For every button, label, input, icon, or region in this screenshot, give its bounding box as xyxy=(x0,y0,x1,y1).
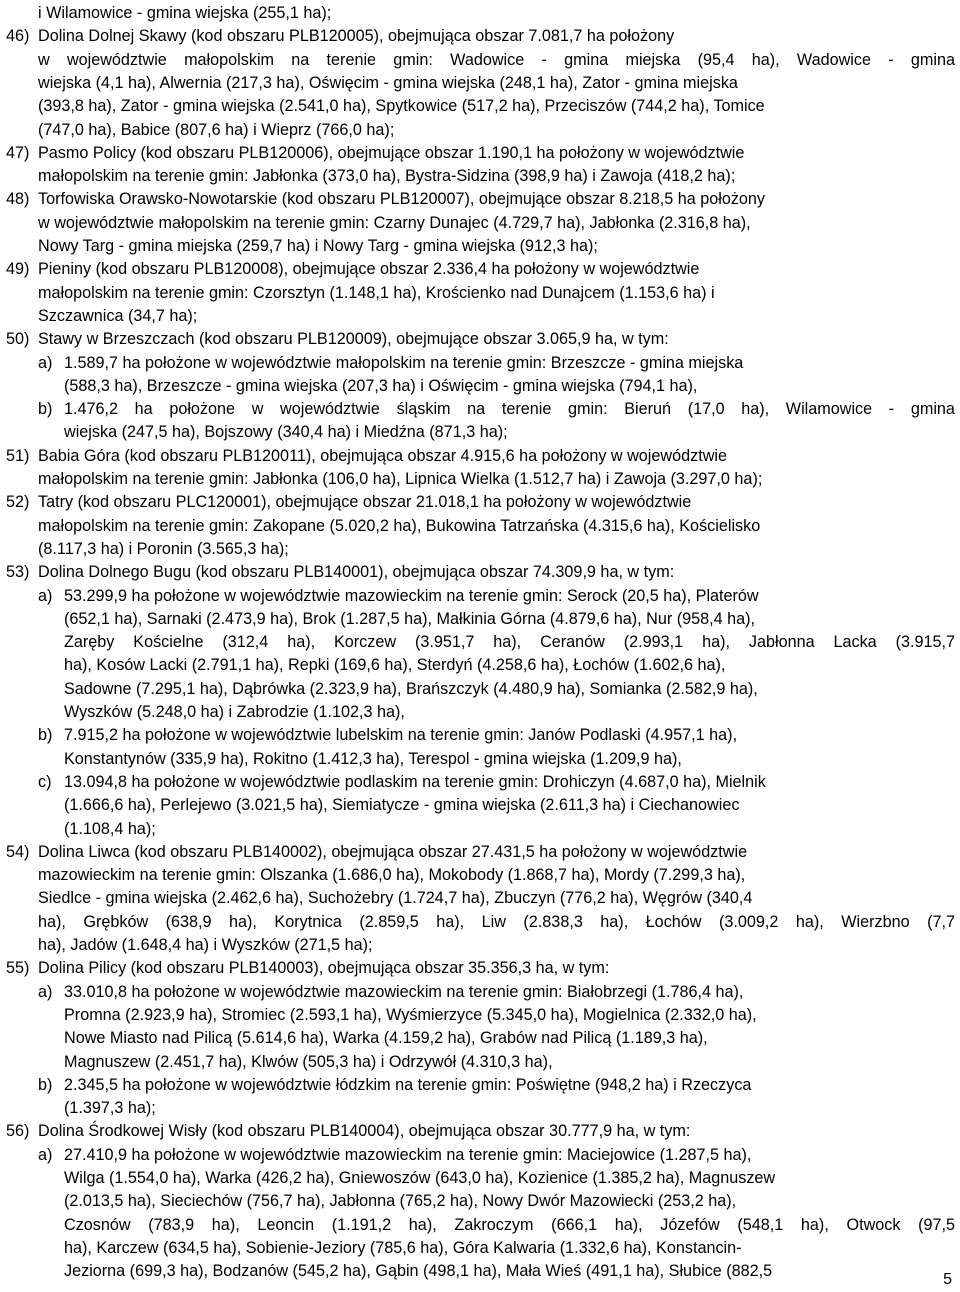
line-text: 1.476,2 ha położone w województwie śląskim na terenie gmin: Bieruń (17,0 ha), Wilamowice - gmina xyxy=(64,400,955,419)
line-text: Siedlce - gmina wiejska (2.462,6 ha), Suchożebry (1.724,7 ha), Zbuczyn (776,2 ha), Węgrów (340,4 xyxy=(38,889,753,908)
text-line xyxy=(0,957,960,981)
line-text: małopolskim na terenie gmin: Czorsztyn (1.148,1 ha), Krościenko nad Dunajcem (1.153,6 ha) i xyxy=(38,283,715,302)
line-text: w województwie małopolskim na terenie gmin: Wadowice - gmina miejska (95,4 ha), Wadowice - gmina xyxy=(38,50,955,69)
line-text: ha), Jadów (1.648,4 ha) i Wyszków (271,5 ha); xyxy=(38,936,373,954)
text-line xyxy=(0,1120,960,1144)
line-text: Stawy w Brzeszczach (kod obszaru PLB120009), obejmujące obszar 3.065,9 ha, w tym: xyxy=(38,330,669,349)
text-line xyxy=(0,212,960,236)
line-text: Wyszków (5.248,0 ha) i Zabrodzie (1.102,3 ha), xyxy=(64,703,405,721)
line-text: i Wilamowice - gmina wiejska (255,1 ha); xyxy=(38,4,332,22)
page-number: 5 xyxy=(943,1271,952,1288)
text-line xyxy=(0,748,960,772)
text-line xyxy=(0,119,960,143)
text-line xyxy=(0,1097,960,1121)
text-line xyxy=(0,49,960,73)
line-text: Pieniny (kod obszaru PLB120008), obejmujące obszar 2.336,4 ha położony w województwie xyxy=(38,260,700,279)
text-line xyxy=(0,887,960,911)
text-line xyxy=(0,818,960,842)
text-line xyxy=(0,678,960,702)
line-text: Szczawnica (34,7 ha); xyxy=(38,306,198,325)
item-label: 52) xyxy=(6,493,30,512)
text-line xyxy=(0,25,960,49)
line-text: 7.915,2 ha położone w województwie lubelskim na terenie gmin: Janów Podlaski (4.957,1 ha), xyxy=(64,726,738,745)
line-text: Pasmo Policy (kod obszaru PLB120006), obejmujące obszar 1.190,1 ha położony w województwie xyxy=(38,143,745,162)
line-text: 33.010,8 ha położone w województwie mazowieckim na terenie gmin: Białobrzegi (1.786,4 ha), xyxy=(64,982,744,1001)
line-text: małopolskim na terenie gmin: Jabłonka (106,0 ha), Lipnica Wielka (1.512,7 ha) i Zawoja (3.297,0 ha); xyxy=(38,470,763,488)
line-text: Tatry (kod obszaru PLC120001), obejmujące obszar 21.018,1 ha położony w województwie xyxy=(38,493,692,512)
text-line xyxy=(0,352,960,376)
line-text: 27.410,9 ha położone w województwie mazowieckim na terenie gmin: Maciejowice (1.287,5 ha), xyxy=(64,1145,752,1164)
text-line xyxy=(0,771,960,795)
line-text: Czosnów (783,9 ha), Leoncin (1.191,2 ha), Zakroczym (666,1 ha), Józefów (548,1 ha), Otwock (97,5 xyxy=(64,1215,956,1234)
text-line xyxy=(0,2,960,26)
line-text: w województwie małopolskim na terenie gmin: Czarny Dunajec (4.729,7 ha), Jabłonka (2.316,8 ha), xyxy=(38,213,751,232)
text-line xyxy=(0,538,960,562)
text-line xyxy=(0,1260,960,1284)
text-line xyxy=(0,1004,960,1028)
text-line xyxy=(0,491,960,515)
line-text: (652,1 ha), Sarnaki (2.473,9 ha), Brok (1.287,5 ha), Małkinia Górna (4.879,6 ha), Nur (958,4 ha), xyxy=(64,609,756,628)
line-text: Nowy Targ - gmina miejska (259,7 ha) i Nowy Targ - gmina wiejska (912,3 ha); xyxy=(38,237,598,255)
item-label: b) xyxy=(38,400,53,419)
line-text: Sadowne (7.295,1 ha), Dąbrówka (2.323,9 ha), Brańszczyk (4.480,9 ha), Somianka (2.582,9 ha), xyxy=(64,679,758,698)
line-text: (2.013,5 ha), Sieciechów (756,7 ha), Jabłonna (765,2 ha), Nowy Dwór Mazowiecki (253,2 ha), xyxy=(64,1192,737,1211)
item-label: 49) xyxy=(6,260,30,279)
line-text: Konstantynów (335,9 ha), Rokitno (1.412,3 ha), Terespol - gmina wiejska (1.209,9 ha), xyxy=(64,749,682,768)
text-line xyxy=(0,981,960,1005)
item-label: 56) xyxy=(6,1122,30,1141)
text-line xyxy=(0,934,960,958)
item-label: 48) xyxy=(6,190,30,209)
text-line xyxy=(0,1167,960,1191)
line-text: Nowe Miasto nad Pilicą (5.614,6 ha), Warka (4.159,2 ha), Grabów nad Pilicą (1.189,3 ha), xyxy=(64,1029,708,1048)
item-label: 53) xyxy=(6,563,30,582)
text-line xyxy=(0,165,960,189)
text-line xyxy=(0,654,960,678)
line-text: Torfowiska Orawsko-Nowotarskie (kod obszaru PLB120007), obejmujące obszar 8.218,5 ha położony xyxy=(38,190,766,209)
text-line xyxy=(0,1214,960,1238)
line-text: Dolina Środkowej Wisły (kod obszaru PLB140004), obejmująca obszar 30.777,9 ha, w tym: xyxy=(38,1122,691,1141)
line-text: małopolskim na terenie gmin: Jabłonka (373,0 ha), Bystra-Sidzina (398,9 ha) i Zawoja (418,2 ha); xyxy=(38,167,736,186)
text-line xyxy=(0,188,960,212)
line-text: (1.397,3 ha); xyxy=(64,1099,156,1118)
line-text: ha), Kosów Lacki (2.791,1 ha), Repki (169,6 ha), Sterdyń (4.258,6 ha), Łochów (1.602,6 ha), xyxy=(64,656,726,675)
text-line xyxy=(0,701,960,725)
text-line xyxy=(0,468,960,492)
text-line xyxy=(0,631,960,655)
line-text: (1.666,6 ha), Perlejewo (3.021,5 ha), Siemiatycze - gmina wiejska (2.611,3 ha) i Ciechanowiec xyxy=(64,796,740,815)
line-text: Magnuszew (2.451,7 ha), Klwów (505,3 ha) i Odrzywół (4.310,3 ha), xyxy=(64,1052,553,1071)
text-line xyxy=(0,421,960,445)
line-text: 1.589,7 ha położone w województwie małopolskim na terenie gmin: Brzeszcze - gmina miejska xyxy=(64,353,744,372)
text-line xyxy=(0,841,960,865)
line-text: wiejska (4,1 ha), Alwernia (217,3 ha), Oświęcim - gmina wiejska (248,1 ha), Zator - gmina miejska xyxy=(38,73,738,92)
line-text: Jeziorna (699,3 ha), Bodzanów (545,2 ha), Gąbin (498,1 ha), Mała Wieś (491,1 ha), Słubice (882,5 xyxy=(64,1262,773,1281)
text-line xyxy=(0,258,960,282)
line-text: 13.094,8 ha położone w województwie podlaskim na terenie gmin: Drohiczyn (4.687,0 ha), Mielnik xyxy=(64,772,766,791)
item-label: 55) xyxy=(6,959,30,978)
item-label: 50) xyxy=(6,330,30,349)
text-line xyxy=(0,95,960,119)
item-label: a) xyxy=(38,1145,53,1164)
item-label: 46) xyxy=(6,27,30,46)
text-line xyxy=(0,515,960,539)
line-text: ha), Grębków (638,9 ha), Korytnica (2.859,5 ha), Liw (2.838,3 ha), Łochów (3.009,2 ha), Wierzbno (7,7 xyxy=(38,912,955,931)
text-line xyxy=(0,445,960,469)
line-text: mazowieckim na terenie gmin: Olszanka (1.686,0 ha), Mokobody (1.868,7 ha), Mordy (7.299,3 ha), xyxy=(38,866,746,885)
text-line xyxy=(0,235,960,259)
line-text: (1.108,4 ha); xyxy=(64,819,156,838)
text-line xyxy=(0,1027,960,1051)
text-line xyxy=(0,585,960,609)
text-line xyxy=(0,1074,960,1098)
item-label: c) xyxy=(38,772,52,791)
line-text: Promna (2.923,9 ha), Stromiec (2.593,1 ha), Wyśmierzyce (5.345,0 ha), Mogielnica (2.332,0 ha), xyxy=(64,1005,757,1024)
line-text: małopolskim na terenie gmin: Zakopane (5.020,2 ha), Bukowina Tatrzańska (4.315,6 ha), Kościelisko xyxy=(38,516,761,535)
text-line xyxy=(0,911,960,935)
text-line xyxy=(0,1237,960,1261)
line-text: (8.117,3 ha) i Poronin (3.565,3 ha); xyxy=(38,539,289,558)
text-line xyxy=(0,864,960,888)
line-text: (588,3 ha), Brzeszcze - gmina wiejska (207,3 ha) i Oświęcim - gmina wiejska (794,1 ha), xyxy=(64,376,698,395)
line-text: wiejska (247,5 ha), Bojszowy (340,4 ha) i Miedźna (871,3 ha); xyxy=(64,423,508,442)
item-label: a) xyxy=(38,353,53,372)
text-line xyxy=(0,561,960,585)
line-text: Dolina Dolnej Skawy (kod obszaru PLB120005), obejmująca obszar 7.081,7 ha położony xyxy=(38,27,675,46)
text-line xyxy=(0,328,960,352)
line-text: Zaręby Kościelne (312,4 ha), Korczew (3.951,7 ha), Ceranów (2.993,1 ha), Jabłonna Lacka (3.915,7 xyxy=(64,633,955,652)
item-label: b) xyxy=(38,1075,53,1094)
item-label: b) xyxy=(38,726,53,745)
line-text: Wilga (1.554,0 ha), Warka (426,2 ha), Gniewoszów (643,0 ha), Kozienice (1.385,2 ha), Magnuszew xyxy=(64,1169,776,1187)
text-line xyxy=(0,794,960,818)
line-text: (393,8 ha), Zator - gmina wiejska (2.541,0 ha), Spytkowice (517,2 ha), Przeciszów (744,2 ha), Tomice xyxy=(38,97,765,116)
item-label: a) xyxy=(38,586,53,605)
text-line xyxy=(0,142,960,166)
line-text: 53.299,9 ha położone w województwie mazowieckim na terenie gmin: Serock (20,5 ha), Platerów xyxy=(64,586,759,605)
item-label: a) xyxy=(38,982,53,1001)
line-text: Dolina Liwca (kod obszaru PLB140002), obejmująca obszar 27.431,5 ha położony w województwie xyxy=(38,842,748,861)
item-label: 54) xyxy=(6,842,30,861)
text-line xyxy=(0,1144,960,1168)
line-text: 2.345,5 ha położone w województwie łódzkim na terenie gmin: Poświętne (948,2 ha) i Rzeczyca xyxy=(64,1075,752,1094)
line-text: Babia Góra (kod obszaru PLB120011), obejmująca obszar 4.915,6 ha położony w województwie xyxy=(38,446,727,465)
text-line xyxy=(0,305,960,329)
line-text: ha), Karczew (634,5 ha), Sobienie-Jeziory (785,6 ha), Góra Kalwaria (1.332,6 ha), Konstancin- xyxy=(64,1238,742,1257)
item-label: 47) xyxy=(6,143,30,162)
text-line xyxy=(0,1051,960,1075)
text-line xyxy=(0,282,960,306)
text-line xyxy=(0,1190,960,1214)
text-line xyxy=(0,724,960,748)
line-text: Dolina Dolnego Bugu (kod obszaru PLB140001), obejmująca obszar 74.309,9 ha, w tym: xyxy=(38,563,675,582)
text-line xyxy=(0,375,960,399)
line-text: (747,0 ha), Babice (807,6 ha) i Wieprz (766,0 ha); xyxy=(38,120,395,139)
line-text: Dolina Pilicy (kod obszaru PLB140003), obejmująca obszar 35.356,3 ha, w tym: xyxy=(38,959,610,978)
text-line xyxy=(0,72,960,96)
item-label: 51) xyxy=(6,446,30,465)
text-line xyxy=(0,398,960,422)
text-line xyxy=(0,608,960,632)
